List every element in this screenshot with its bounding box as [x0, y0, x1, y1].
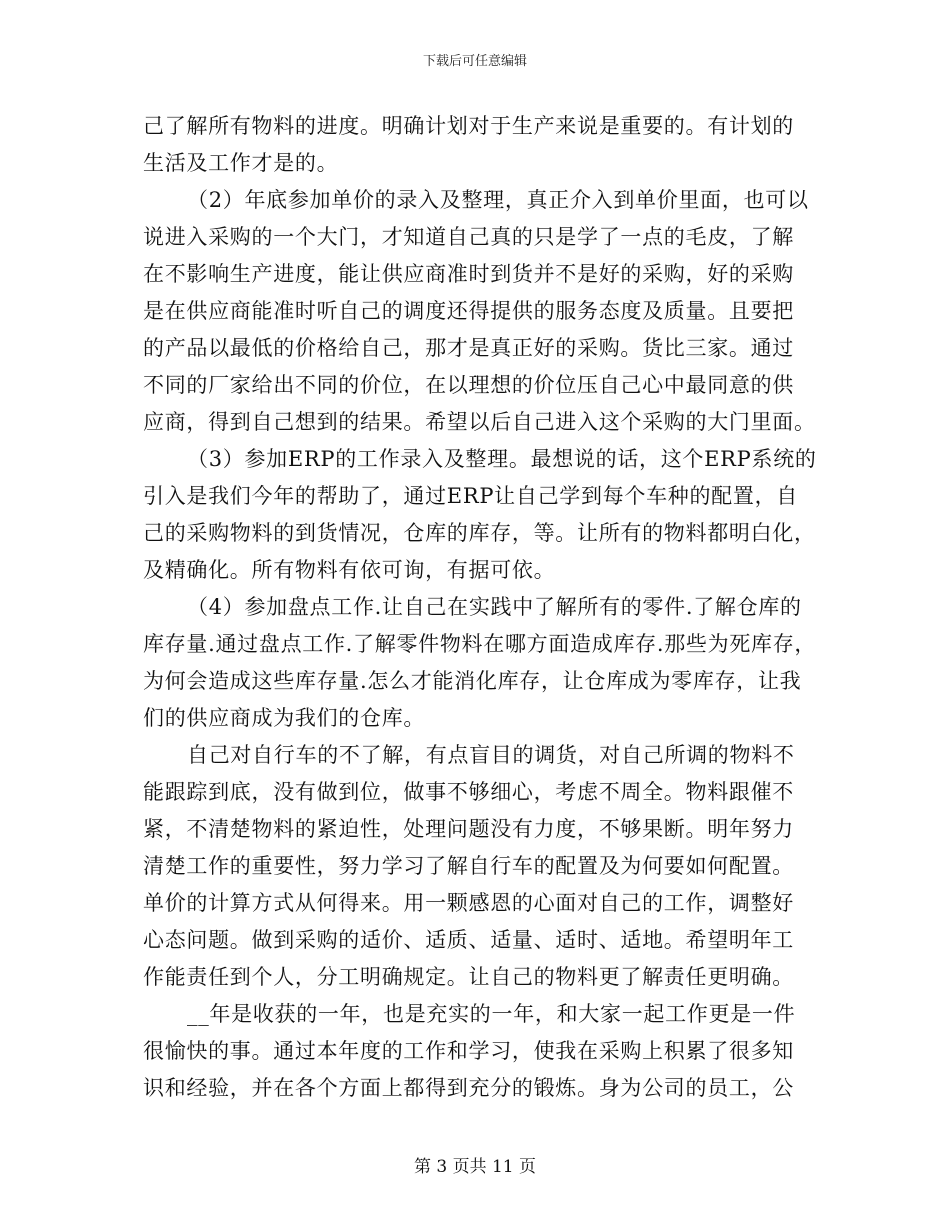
text-line: 应商，得到自己想到的结果。希望以后自己进入这个采购的大门里面。 [143, 410, 816, 434]
text-line: （2）年底参加单价的录入及整理，真正介入到单价里面，也可以 [187, 188, 809, 212]
text-line: 库存量.通过盘点工作.了解零件物料在哪方面造成库存.那些为死库存， [143, 632, 817, 656]
text-line: 作能责任到个人，分工明确规定。让自己的物料更了解责任更明确。 [143, 965, 794, 989]
page-header-note: 下载后可任意编辑 [422, 54, 527, 69]
text-line: 引入是我们今年的帮助了，通过ERP让自己学到每个车种的配置，自 [143, 484, 798, 508]
text-line: 在不影响生产进度，能让供应商准时到货并不是好的采购，好的采购 [143, 262, 794, 286]
text-line: 为何会造成这些库存量.怎么才能消化库存，让仓库成为零库存，让我 [143, 669, 802, 693]
text-line: 的产品以最低的价格给自己，那才是真正好的采购。货比三家。通过 [143, 336, 794, 360]
text-line: 单价的计算方式从何得来。用一颗感恩的心面对自己的工作，调整好 [143, 891, 794, 915]
text-line: 们的供应商成为我们的仓库。 [143, 706, 426, 730]
text-line: 是在供应商能准时听自己的调度还得提供的服务态度及质量。且要把 [143, 299, 794, 323]
text-line: 很愉快的事。通过本年度的工作和学习，使我在采购上积累了很多知 [143, 1039, 794, 1063]
text-line: 说进入采购的一个大门，才知道自己真的只是学了一点的毛皮，了解 [143, 225, 794, 249]
text-line: 生活及工作才是的。 [143, 151, 339, 175]
text-line: （4）参加盘点工作.让自己在实践中了解所有的零件.了解仓库的 [187, 595, 802, 619]
text-line: 能跟踪到底，没有做到位，做事不够细心，考虑不周全。物料跟催不 [143, 780, 794, 804]
text-line: 识和经验，并在各个方面上都得到充分的锻炼。身为公司的员工，公 [143, 1076, 794, 1100]
text-line: 紧，不清楚物料的紧迫性，处理问题没有力度，不够果断。明年努力 [143, 817, 794, 841]
text-line: 心态问题。做到采购的适价、适质、适量、适时、适地。希望明年工 [143, 928, 794, 952]
text-line: 清楚工作的重要性，努力学习了解自行车的配置及为何要如何配置。 [143, 854, 794, 878]
text-line: （3）参加ERP的工作录入及整理。最想说的话，这个ERP系统的 [187, 447, 817, 471]
text-line: 自己对自行车的不了解，有点盲目的调货，对自己所调的物料不 [187, 743, 795, 767]
page-number: 第 3 页共 11 页 [413, 1157, 537, 1177]
text-line: 及精确化。所有物料有依可询，有据可依。 [143, 558, 556, 582]
text-line: 不同的厂家给出不同的价位，在以理想的价位压自己心中最同意的供 [143, 373, 794, 397]
text-line: 己了解所有物料的进度。明确计划对于生产来说是重要的。有计划的 [143, 114, 794, 138]
text-line: __年是收获的一年，也是充实的一年，和大家一起工作更是一件 [187, 1002, 796, 1026]
text-line: 己的采购物料的到货情况，仓库的库存，等。让所有的物料都明白化， [143, 521, 816, 545]
body-text [143, 108, 843, 1107]
